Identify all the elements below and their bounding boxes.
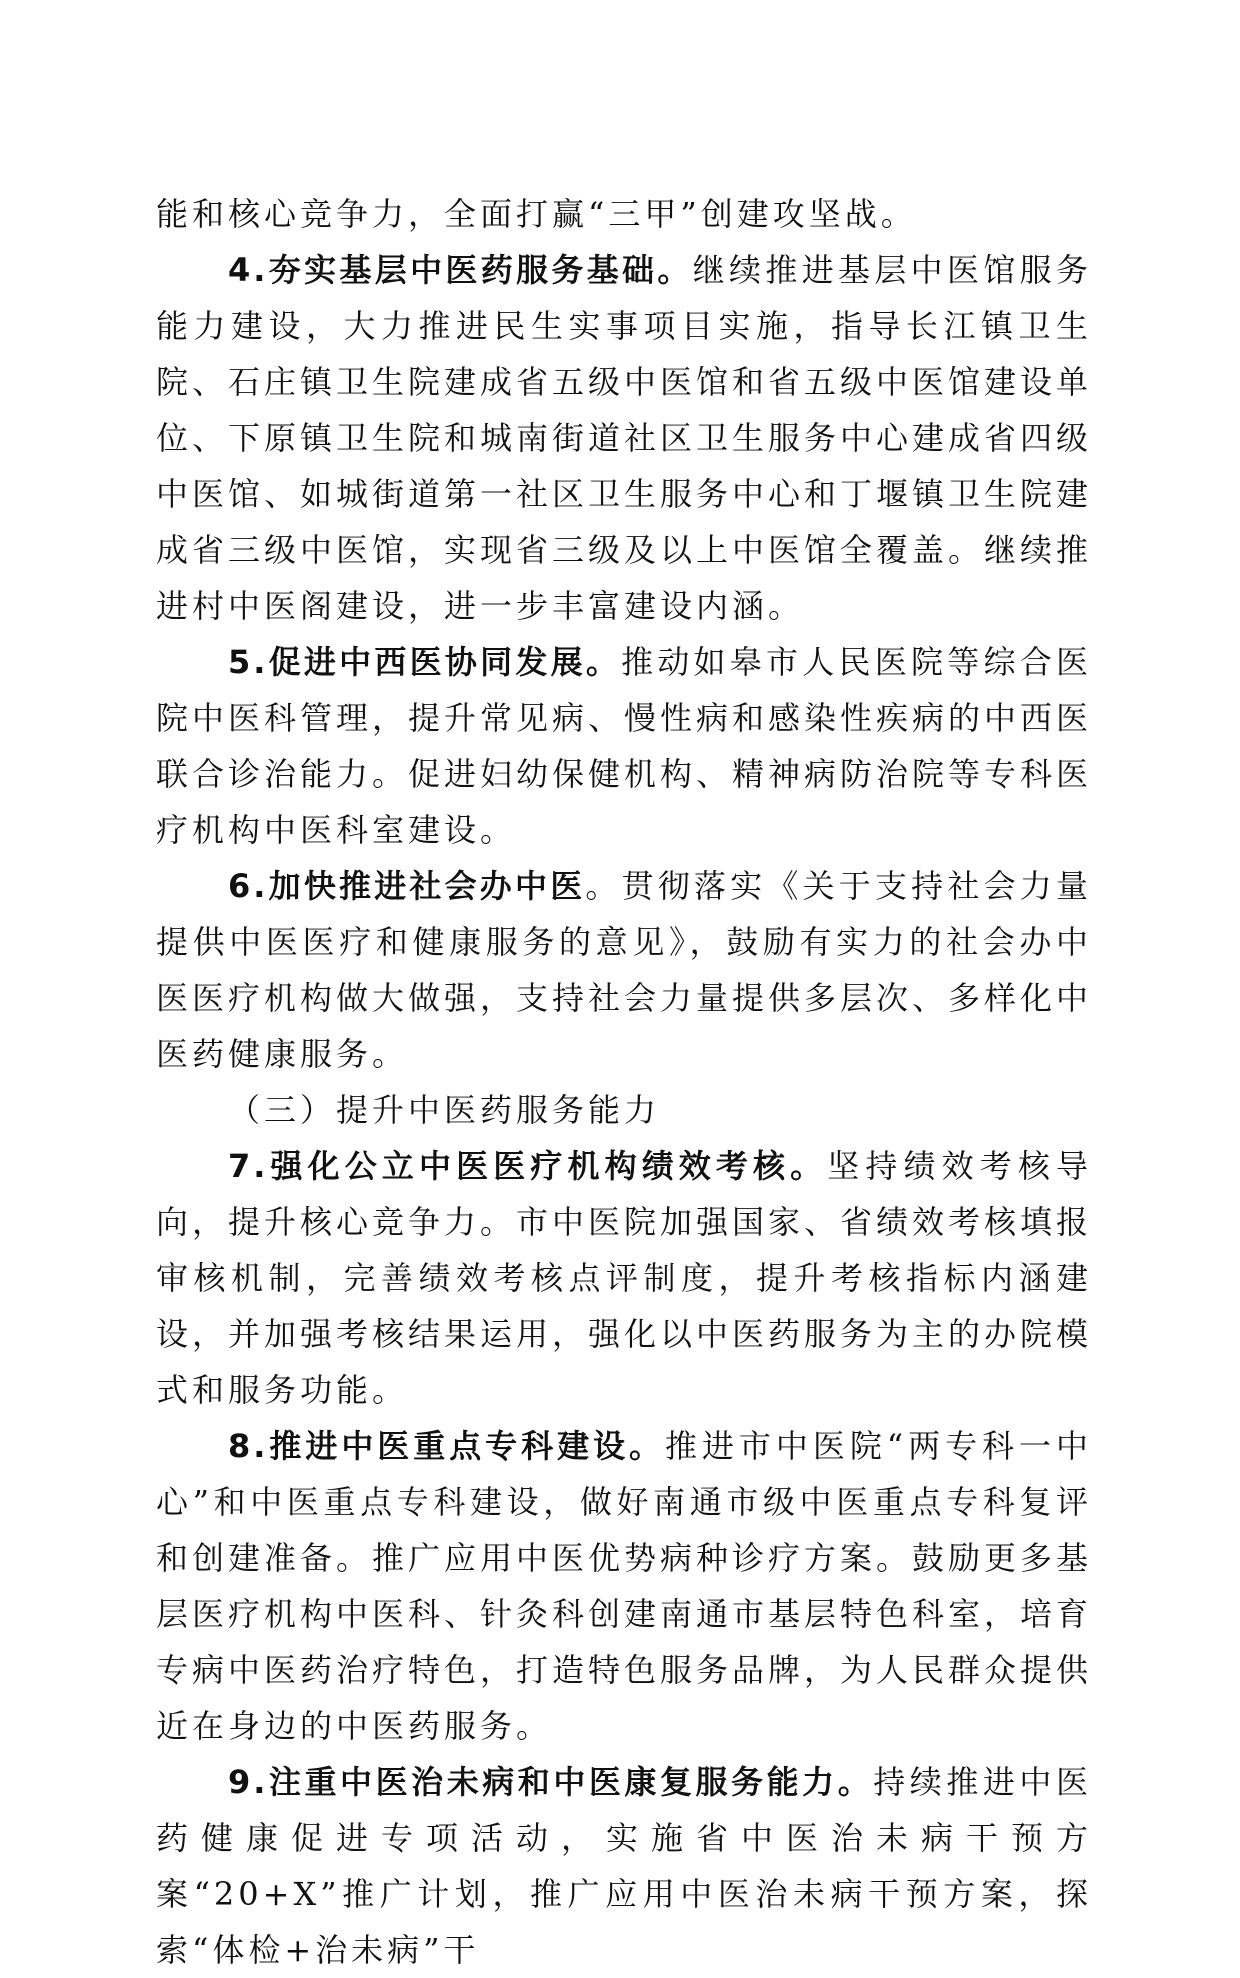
- item-7-heading: 7.强化公立中医医疗机构绩效考核。: [228, 1147, 828, 1185]
- item-7-body: 坚持绩效考核导向，提升核心竞争力。市中医院加强国家、省绩效考核填报审核机制，完善绩效考核点评制度，提升考核指标内涵建设，并加强考核结果运用，强化以中医药服务为主的办院模式和服务功能。: [156, 1147, 1093, 1409]
- paragraph-item-5: [156, 634, 1092, 858]
- item-9-body: 持续推进中医药健康促进专项活动，实施省中医治未病干预方案“20+X”推广计划，推广应用中医治未病干预方案，探索“体检+治未病”干: [156, 1763, 1092, 1969]
- item-4-heading: 4.夯实基层中医药服务基础。: [228, 251, 693, 289]
- item-6-heading: 6.加快推进社会办中医: [228, 867, 586, 905]
- item-8-heading: 8.推进中医重点专科建设。: [228, 1427, 665, 1465]
- section-3-title: （三）提升中医药服务能力: [228, 1091, 661, 1129]
- paragraph-item-8: [156, 1418, 1092, 1754]
- paragraph-item-6: [156, 858, 1092, 1082]
- paragraph-item-9: [156, 1754, 1092, 1978]
- item-8-body: 推进市中医院“两专科一中心”和中医重点专科建设，做好南通市级中医重点专科复评和创建准备。推广应用中医优势病种诊疗方案。鼓励更多基层医疗机构中医科、针灸科创建南通市基层特色科室，培育专病中医药治疗特色，打造特色服务品牌，为人民群众提供近在身边的中医药服务。: [156, 1427, 1093, 1745]
- item-5-body: 推动如皋市人民医院等综合医院中医科管理，提升常见病、慢性病和感染性疾病的中西医联合诊治能力。促进妇幼保健机构、精神病防治院等专科医疗机构中医科室建设。: [156, 643, 1093, 849]
- item-9-heading: 9.注重中医治未病和中医康复服务能力。: [228, 1763, 874, 1801]
- document-page: [156, 186, 1092, 1978]
- item-4-body: 继续推进基层中医馆服务能力建设，大力推进民生实事项目实施，指导长江镇卫生院、石庄镇卫生院建成省五级中医馆和省五级中医馆建设单位、下原镇卫生院和城南街道社区卫生服务中心建成省四级中医馆、如城街道第一社区卫生服务中心和丁堰镇卫生院建成省三级中医馆，实现省三级及以上中医馆全覆盖。继续推进村中医阁建设，进一步丰富建设内涵。: [156, 251, 1093, 625]
- paragraph-body: 能和核心竞争力，全面打赢“三甲”创建攻坚战。: [156, 195, 917, 233]
- paragraph-item-7: [156, 1138, 1092, 1418]
- item-5-heading: 5.促进中西医协同发展。: [228, 643, 622, 681]
- paragraph-continuation: [156, 186, 1092, 242]
- item-6-body: 。贯彻落实《关于支持社会力量提供中医医疗和健康服务的意见》，鼓励有实力的社会办中医医疗机构做大做强，支持社会力量提供多层次、多样化中医药健康服务。: [156, 867, 1093, 1073]
- paragraph-item-4: [156, 242, 1092, 634]
- section-heading-3: [156, 1082, 1092, 1138]
